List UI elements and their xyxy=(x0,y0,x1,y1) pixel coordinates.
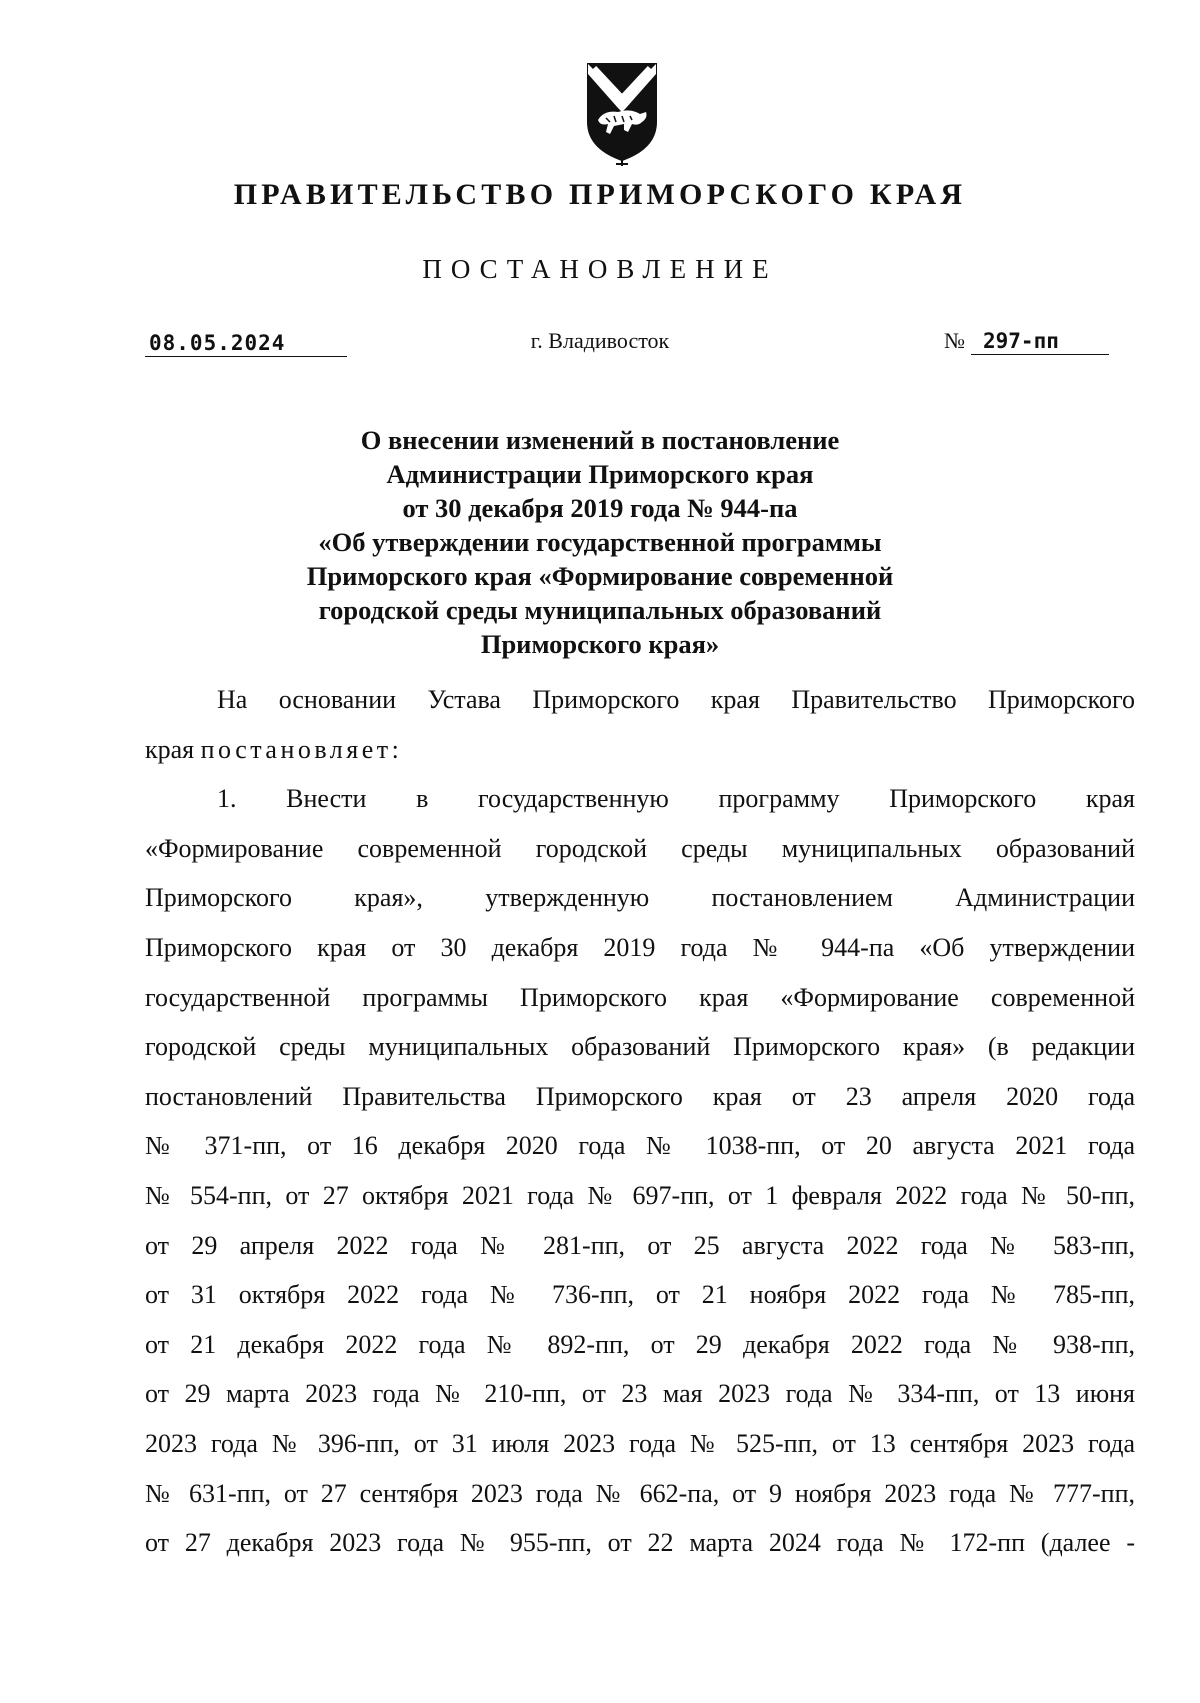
title-line: Администрации Приморского края xyxy=(386,459,814,489)
document-title xyxy=(0,423,1200,661)
preamble-text: края xyxy=(145,734,201,764)
document-date: 08.05.2024 xyxy=(145,330,347,357)
paragraph-line: от 29 апреля 2022 года № 281-пп, от 25 августа 2022 года № 583-пп, xyxy=(145,1230,1135,1260)
title-line: от 30 декабря 2019 года № 944-па xyxy=(402,493,798,523)
number-sign: № xyxy=(944,328,965,353)
preamble-line: На основании Устава Приморского края Правительство Приморского xyxy=(217,685,1135,714)
title-line: О внесении изменений в постановление xyxy=(360,425,840,455)
paragraph-line: 1. Внести в государственную программу Приморского края xyxy=(217,784,1135,814)
coat-of-arms-emblem xyxy=(584,60,660,168)
paragraph-line: городской среды муниципальных образований Приморского края» (в редакции xyxy=(145,1032,1135,1062)
document-body xyxy=(145,675,1135,1568)
paragraph-line: от 29 марта 2023 года № 210-пп, от 23 мая 2023 года № 334-пп, от 13 июня xyxy=(145,1379,1135,1409)
paragraph-line: государственной программы Приморского края «Формирование современной xyxy=(145,982,1135,1012)
title-line: «Об утверждении государственной программы xyxy=(318,527,882,557)
title-line: Приморского края» xyxy=(480,629,720,659)
paragraph-line: постановлений Правительства Приморского края от 23 апреля 2020 года xyxy=(145,1081,1135,1111)
paragraph-line: Приморского края от 30 декабря 2019 года № 944-па «Об утверждении xyxy=(145,932,1135,962)
paragraph-line: № 371-пп, от 16 декабря 2020 года № 1038-пп, от 20 августа 2021 года xyxy=(145,1131,1135,1161)
document-type: ПОСТАНОВЛЕНИЕ xyxy=(422,254,778,284)
title-line: городской среды муниципальных образований xyxy=(318,595,882,625)
document-number xyxy=(944,328,1109,355)
title-line: Приморского края «Формирование современной xyxy=(306,561,894,591)
paragraph-line: от 27 декабря 2023 года № 955-пп, от 22 марта 2024 года № 172-пп (далее - xyxy=(145,1528,1135,1558)
paragraph-line: от 31 октября 2022 года № 736-пп, от 21 ноября 2022 года № 785-пп, xyxy=(145,1280,1135,1310)
preamble-line xyxy=(145,725,1135,775)
paragraph-line: № 631-пп, от 27 сентября 2023 года № 662-па, от 9 ноября 2023 года № 777-пп, xyxy=(145,1478,1135,1508)
paragraph-line: Приморского края», утвержденную постановлением Администрации xyxy=(145,883,1135,913)
document-city: г. Владивосток xyxy=(530,328,670,353)
decree-verb: постановляет: xyxy=(200,734,403,764)
paragraph-line: «Формирование современной городской среды муниципальных образований xyxy=(145,833,1135,863)
number-value: 297-пп xyxy=(971,328,1109,355)
paragraph-line: от 21 декабря 2022 года № 892-пп, от 29 декабря 2022 года № 938-пп, xyxy=(145,1329,1135,1359)
organization-name: ПРАВИТЕЛЬСТВО ПРИМОРСКОГО КРАЯ xyxy=(233,178,967,211)
paragraph-line: № 554-пп, от 27 октября 2021 года № 697-пп, от 1 февраля 2022 года № 50-пп, xyxy=(145,1180,1135,1210)
paragraph-line: 2023 года № 396-пп, от 31 июля 2023 года № 525-пп, от 13 сентября 2023 года xyxy=(145,1428,1135,1458)
